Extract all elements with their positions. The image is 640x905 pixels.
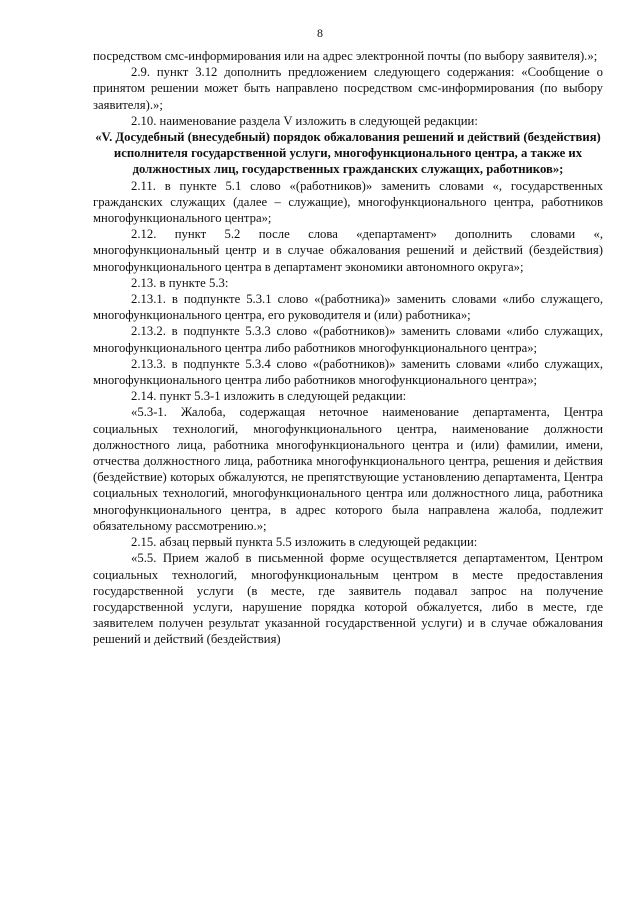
paragraph: 2.11. в пункте 5.1 слово «(работников)» заменить словами «, государственных гражданских служащих (далее – служащие), многофункционального центра, работников многофункционального центра»; [93,178,603,226]
paragraph: «5.3-1. Жалоба, содержащая неточное наименование департамента, Центра социальных технологий, многофункционального центра, наименование должности должностного лица, работника многофункционального центра и (или) фамилии, имени, отчества должностного лица, работника многофункционального центра, решения и действия (бездействие) которых обжалуются, не препятствующие установлению департамента, Центра социальных технологий, многофункционального центра или должностного лица, работника многофункционального центра, в адрес которого была направлена жалоба, подлежит обязательному рассмотрению.»; [93,405,603,533]
paragraph: 2.13.2. в подпункте 5.3.3 слово «(работников)» заменить словами «либо служащих, многофункционального центра либо работников многофункционального центра»; [93,324,603,355]
section-heading: «V. Досудебный (внесудебный) порядок обжалования решений и действий (бездействия) исполнителя государственной услуги, многофункционального центра, а также их должностных лиц, государственных гражданских служащих, работников»; [95,130,601,177]
paragraph: посредством смс-информирования или на адрес электронной почты (по выбору заявителя).»; [93,49,598,63]
page-number: 8 [317,26,323,40]
paragraph: 2.13. в пункте 5.3: [131,275,229,290]
paragraph: 2.13.3. в подпункте 5.3.4 слово «(работников)» заменить словами «либо служащих, многофункционального центра либо работников многофункционального центра»; [93,356,603,388]
paragraph: 2.10. наименование раздела V изложить в следующей редакции: [131,113,478,128]
paragraph: 2.12. пункт 5.2 после слова «департамент» дополнить словами «, многофункциональный центр и в случае обжалования решений и действий (бездействия) многофункционального центра в департамент экономики автономного округа»; [93,227,603,274]
paragraph: 2.14. пункт 5.3-1 изложить в следующей редакции: [131,389,407,404]
paragraph: 2.13.1. в подпункте 5.3.1 слово «(работника)» заменить словами «либо служащего, многофункционального центра, его руководителя и (или) работника»; [93,292,603,323]
paragraph: 2.15. абзац первый пункта 5.5 изложить в следующей редакции: [131,535,478,550]
paragraph: «5.5. Прием жалоб в письменной форме осуществляется департаментом, Центром социальных технологий, многофункциональным центром в месте предоставления государственной услуги (в месте, где заявитель подавал запрос на получение государственной услуги, нарушение порядка которой обжалуется, либо в месте, где заявителем получен результат указанной государственной услуги) и в случае обжалования решений и действий (бездействия) [93,551,603,647]
document-body [93,48,603,648]
paragraph: 2.9. пункт 3.12 дополнить предложением следующего содержания: «Сообщение о принятом решении может быть направлено посредством смс-информирования (по выбору заявителя).»; [93,65,603,112]
